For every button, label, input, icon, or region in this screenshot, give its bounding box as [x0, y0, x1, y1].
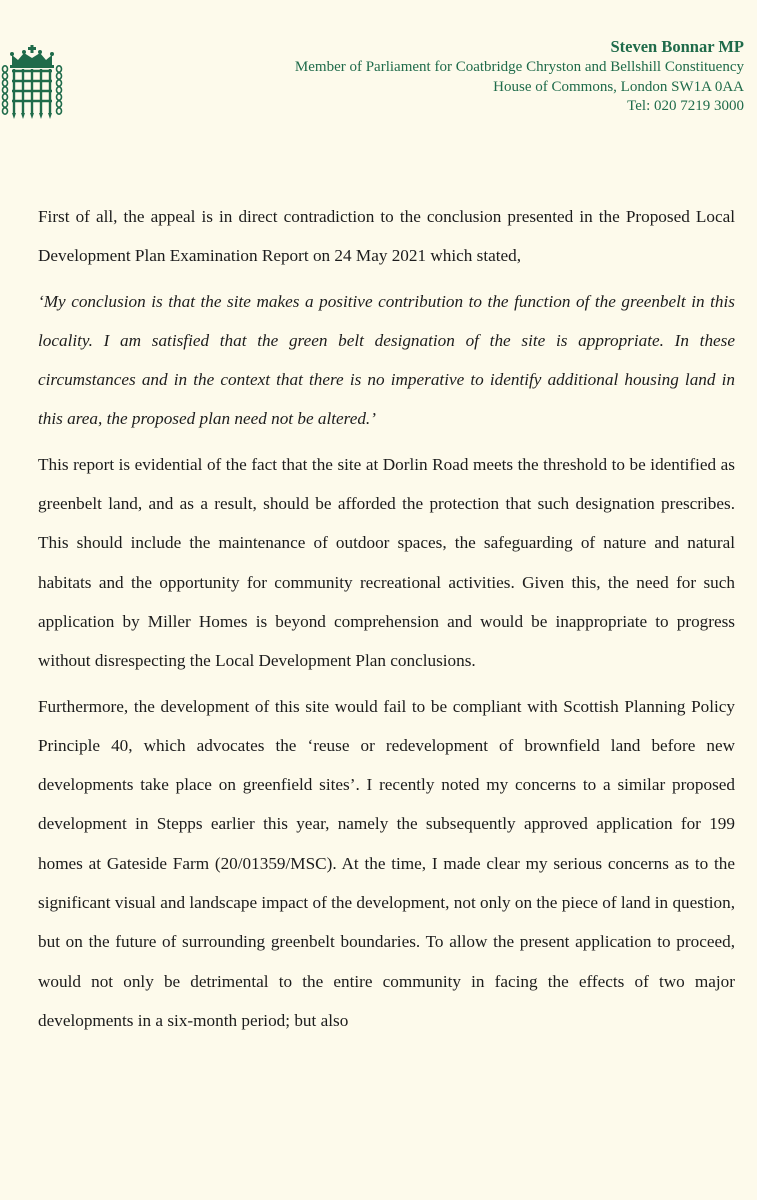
paragraph-furthermore: Furthermore, the development of this site would fail to be compliant with Scottish Planning Policy Principle 40, which advocates the ‘reuse or redevelopment of brownfield land before new developments take place on greenfield sites’. I recently noted my concerns to a similar proposed development in Stepps earlier this year, namely the subsequently approved application for 199 homes at Gateside Farm (20/01359/MSC). At the time, I made clear my serious concerns as to the significant visual and landscape impact of the development, not only on the piece of land in question, but on the future of surrounding greenbelt boundaries. To allow the present application to proceed, would not only be detrimental to the entire community in facing the effects of two major developments in a six-month period; but also: [38, 696, 735, 1030]
sender-block: [295, 36, 744, 117]
sender-phone: Tel: 020 7219 3000: [627, 98, 744, 114]
letter-body: [38, 197, 735, 1046]
sender-name: Steven Bonnar MP: [610, 37, 744, 56]
portcullis-crest-icon: [0, 45, 64, 125]
paragraph-quote: ‘My conclusion is that the site makes a positive contribution to the function of the greenbelt in this locality. I am satisfied that the green belt designation of the site is appropriate. In these circumstances and in the context that there is no imperative to identify additional housing land in this area, the proposed plan need not be altered.’: [38, 291, 735, 429]
sender-title: Member of Parliament for Coatbridge Chryston and Bellshill Constituency: [294, 59, 744, 75]
paragraph-intro: First of all, the appeal is in direct contradiction to the conclusion presented in the Proposed Local Development Plan Examination Report on 24 May 2021 which stated,: [38, 207, 735, 266]
letterhead: [0, 0, 757, 130]
paragraph-evidence: This report is evidential of the fact that the site at Dorlin Road meets the threshold to be identified as greenbelt land, and as a result, should be afforded the protection that such designation prescribes. This should include the maintenance of outdoor spaces, the safeguarding of nature and natural habitats and the opportunity for community recreational activities. Given this, the need for such application by Miller Homes is beyond comprehension and would be inappropriate to progress without disrespecting the Local Development Plan conclusions.: [38, 454, 735, 671]
sender-address: House of Commons, London SW1A 0AA: [493, 78, 744, 95]
